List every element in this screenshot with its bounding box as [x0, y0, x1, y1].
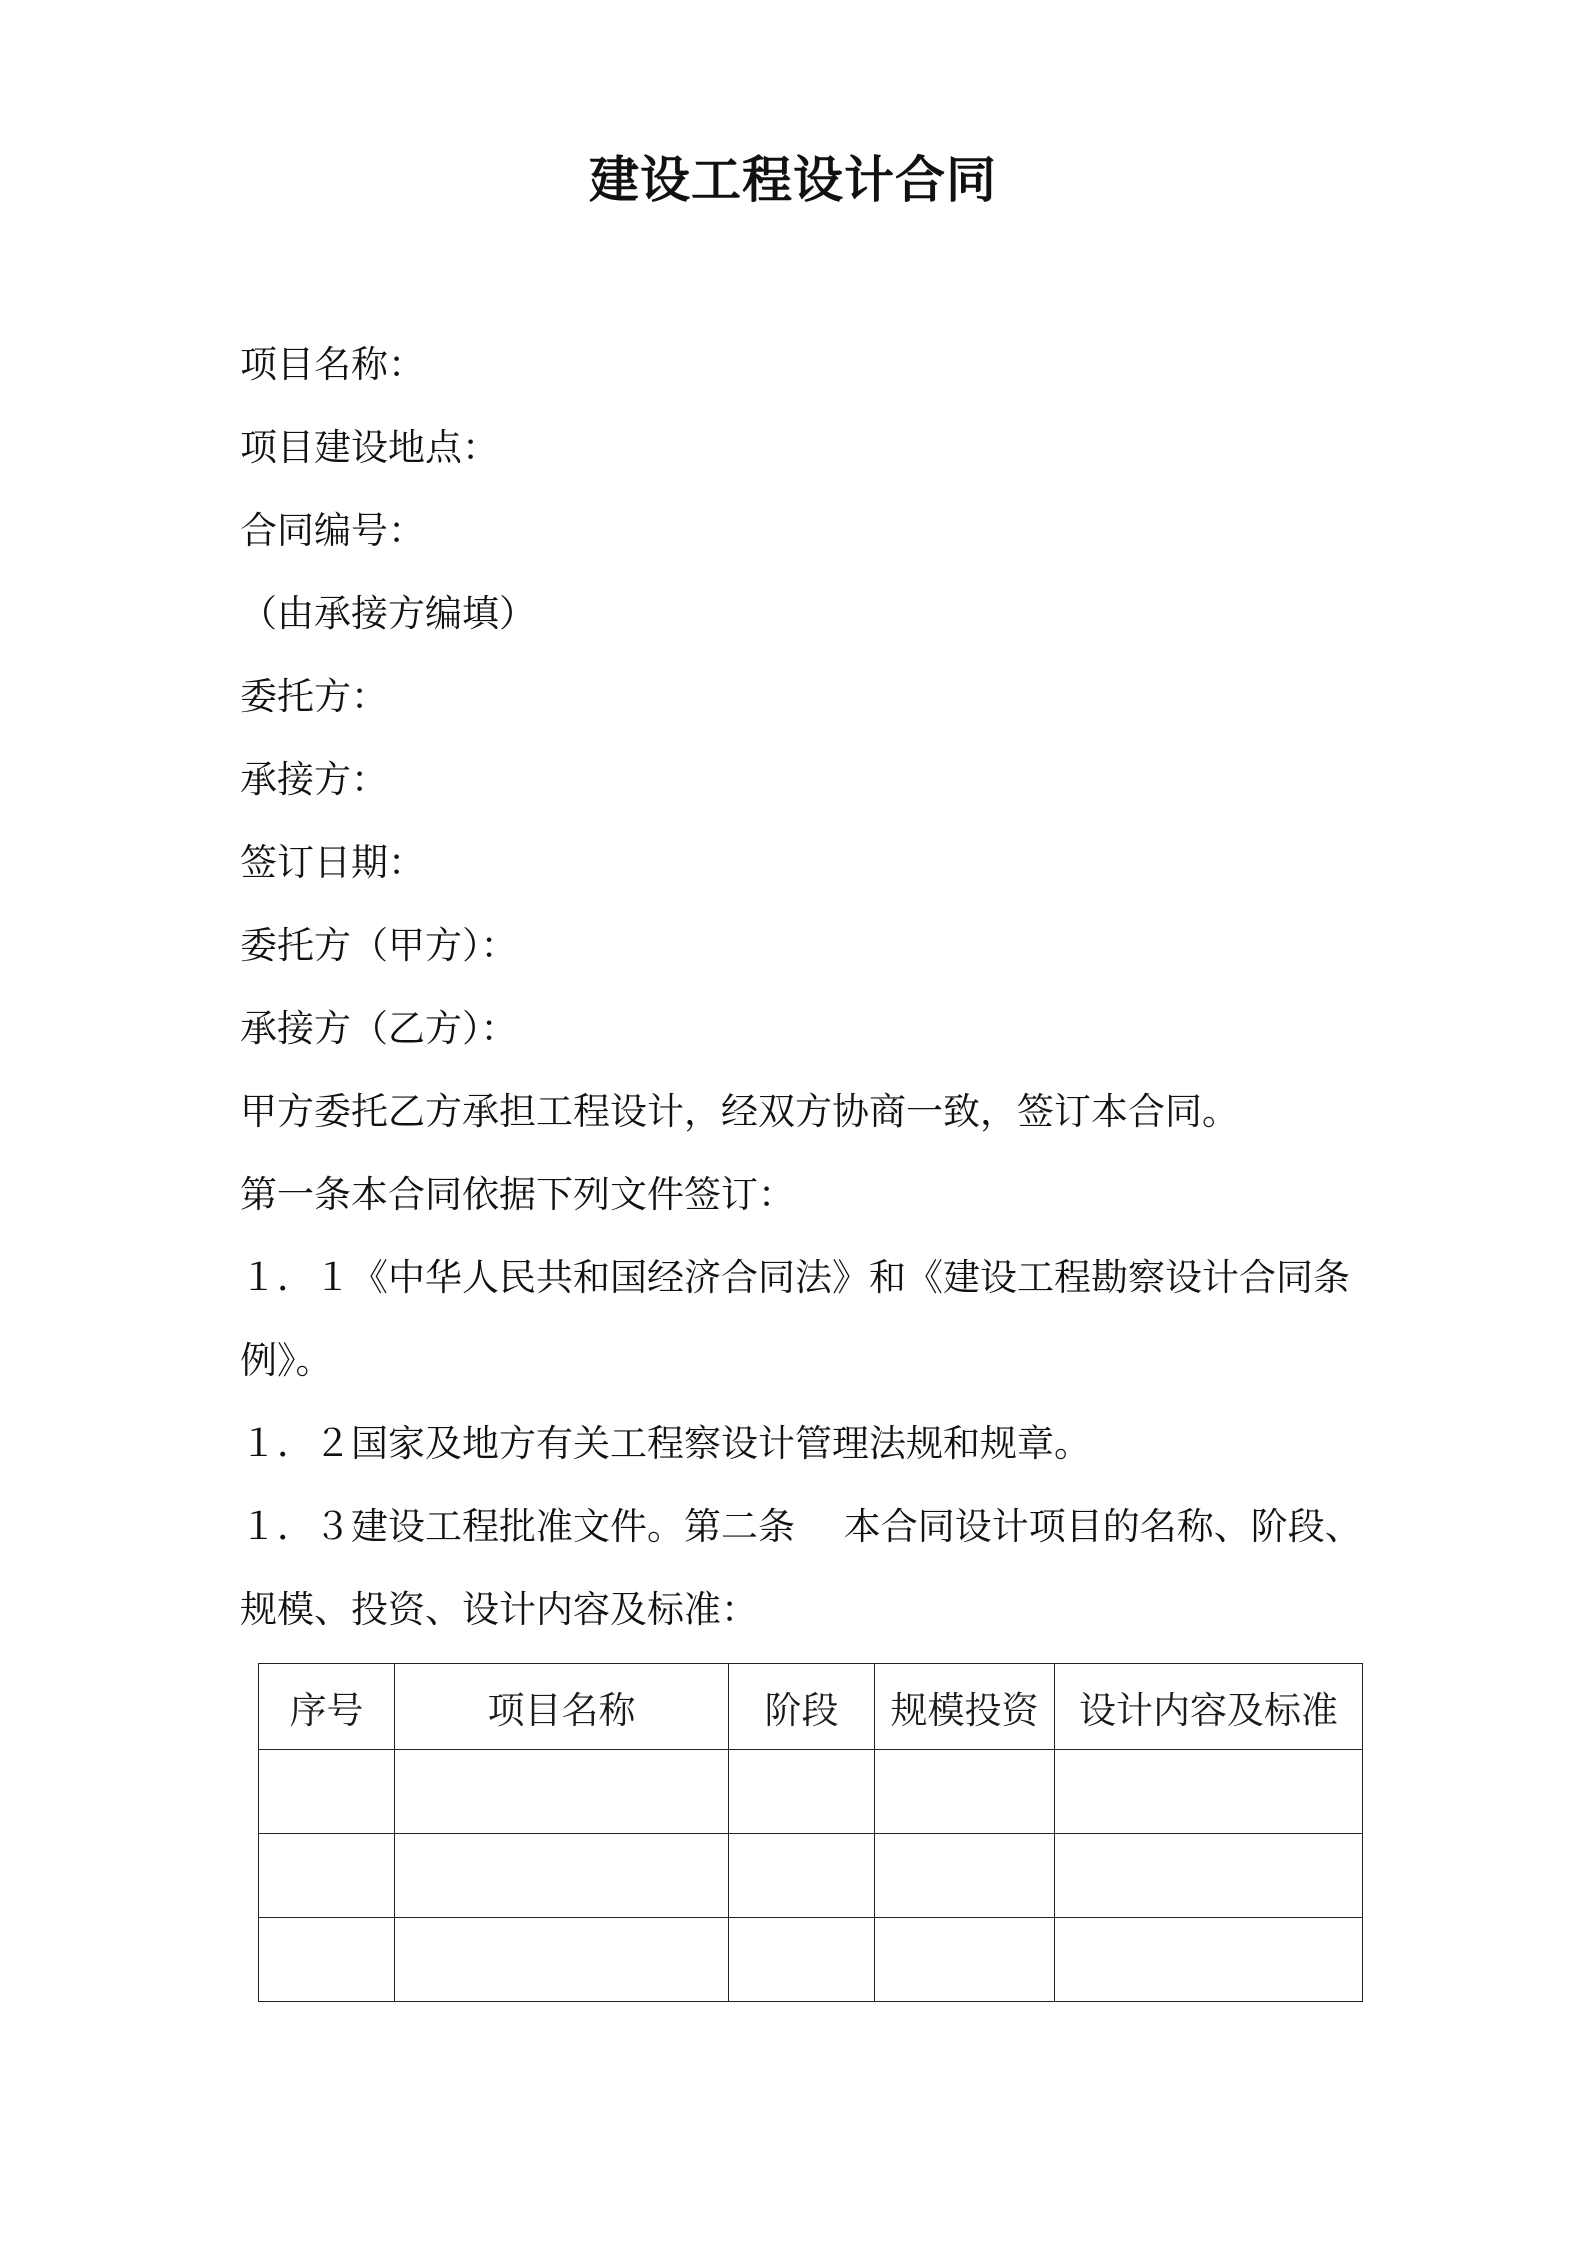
table-cell[interactable]	[729, 1918, 875, 2002]
clause-1-1-continued: 例》。	[240, 1339, 333, 1382]
field-client: 委托方：	[240, 675, 388, 718]
paragraph-preamble: 甲方委托乙方承担工程设计，经双方协商一致，签订本合同。	[240, 1090, 1239, 1133]
table-cell[interactable]	[395, 1750, 729, 1834]
clause-1-1: １．１《中华人民共和国经济合同法》和《建设工程勘察设计合同条	[240, 1256, 1350, 1299]
table-cell[interactable]	[875, 1834, 1055, 1918]
field-project-name: 项目名称：	[240, 343, 425, 386]
table-cell[interactable]	[259, 1750, 395, 1834]
table-cell[interactable]	[259, 1834, 395, 1918]
clause-1-2: １．２国家及地方有关工程察设计管理法规和规章。	[240, 1422, 1091, 1465]
field-project-location: 项目建设地点：	[240, 426, 499, 469]
header-scale-investment: 规模投资	[875, 1664, 1055, 1750]
header-stage: 阶段	[729, 1664, 875, 1750]
field-contractor: 承接方：	[240, 758, 388, 801]
table-cell[interactable]	[1055, 1918, 1363, 2002]
field-signing-date: 签订日期：	[240, 841, 425, 884]
table-cell[interactable]	[875, 1918, 1055, 2002]
field-contract-number: 合同编号：	[240, 509, 425, 552]
header-design-content: 设计内容及标准	[1055, 1664, 1363, 1750]
table-cell[interactable]	[875, 1750, 1055, 1834]
table-row	[259, 1834, 1363, 1918]
design-items-table	[258, 1663, 1363, 2002]
table-cell[interactable]	[259, 1918, 395, 2002]
field-contract-number-note: （由承接方编填）	[240, 592, 536, 635]
article-one-heading: 第一条本合同依据下列文件签订：	[240, 1173, 795, 1216]
field-party-a: 委托方（甲方）：	[240, 924, 518, 967]
table-cell[interactable]	[1055, 1750, 1363, 1834]
table-cell[interactable]	[395, 1834, 729, 1918]
table-row	[259, 1918, 1363, 2002]
table-row	[259, 1750, 1363, 1834]
clause-1-3: １．３建设工程批准文件。第二条 本合同设计项目的名称、阶段、	[240, 1505, 1362, 1548]
document-title: 建设工程设计合同	[589, 151, 997, 209]
table-cell[interactable]	[729, 1834, 875, 1918]
field-party-b: 承接方（乙方）：	[240, 1007, 518, 1050]
design-items-table-wrapper	[258, 1663, 1363, 2002]
table-cell[interactable]	[1055, 1834, 1363, 1918]
clause-1-3-continued: 规模、投资、设计内容及标准：	[240, 1588, 758, 1631]
header-serial-number: 序号	[259, 1664, 395, 1750]
table-header-row	[259, 1664, 1363, 1750]
header-project-name: 项目名称	[395, 1664, 729, 1750]
table-cell[interactable]	[395, 1918, 729, 2002]
table-cell[interactable]	[729, 1750, 875, 1834]
